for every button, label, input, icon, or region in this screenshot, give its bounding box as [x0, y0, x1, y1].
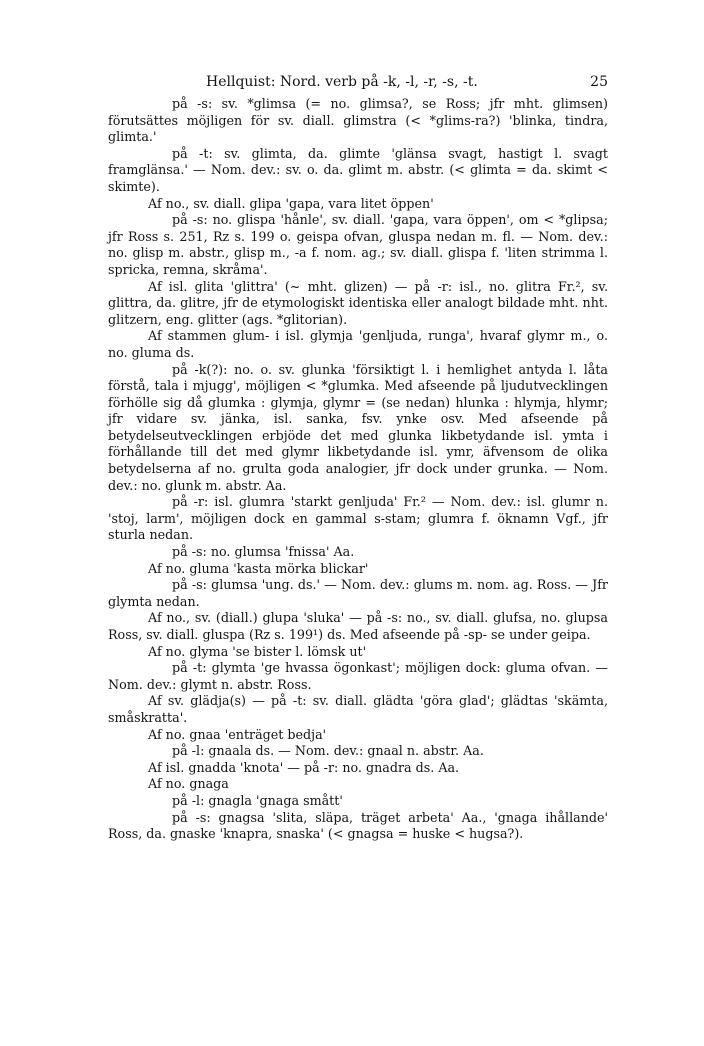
body-paragraph: på -s: no. glispa 'hånle', sv. diall. 'gapa, vara öppen', om < *glipsa; jfr Ross s. 251, Rz s. 199 o. geispa ofvan, gluspa nedan m. fl. — Nom. dev.: no. glisp m. abstr., glisp m., -a f. nom. ag.; sv. diall. glispa f. 'liten strimma l. spricka, remna, skråma'.	[108, 212, 608, 277]
body-paragraph: på -l: gnagla 'gnaga smått'	[172, 792, 343, 808]
body-paragraph: på -s: glumsa 'ung. ds.' — Nom. dev.: glums m. nom. ag. Ross. — Jfr glymta nedan.	[108, 577, 608, 609]
running-header	[108, 71, 608, 93]
page-body	[108, 96, 608, 843]
body-paragraph: på -s: gnagsa 'slita, släpa, träget arbeta' Aa., 'gnaga ihållande' Ross, da. gnaske 'knapra, snaska' (< gnagsa = huske < hugsa?).	[108, 809, 608, 842]
page-number: 25	[590, 74, 608, 90]
body-paragraph: Af no. glyma 'se bister l. lömsk ut'	[148, 643, 367, 659]
body-paragraph: Af isl. glita 'glittra' (~ mht. glizen) — på -r: isl., no. glitra Fr.², sv. glittra, da. glitre, jfr de etymologiskt identiska eller analogt bildade mht. nht. glitzern, eng. glitter (ags. *glitorian).	[108, 278, 608, 327]
body-paragraph: Af no., sv. (diall.) glupa 'sluka' — på -s: no., sv. diall. glufsa, no. glupsa Ross, sv. diall. gluspa (Rz s. 199¹) ds. Med afseende på -sp- se under geipa.	[108, 610, 608, 642]
body-paragraph: Af no. gnaga	[148, 776, 229, 792]
body-paragraph: på -r: isl. glumra 'starkt genljuda' Fr.² — Nom. dev.: isl. glumr n. 'stoj, larm', möjligen dock en gammal s-stam; glumra f. öknamn Vgf., jfr sturla nedan.	[108, 494, 608, 543]
body-paragraph: Af no. gluma 'kasta mörka blickar'	[148, 560, 369, 576]
body-paragraph: på -t: sv. glimta, da. glimte 'glänsa svagt, hastigt l. svagt framglänsa.' — Nom. dev.: sv. o. da. glimt m. abstr. (< glimta = da. skimt < skimte).	[108, 145, 608, 194]
body-paragraph: Af no., sv. diall. glipa 'gapa, vara litet öppen'	[148, 195, 434, 211]
body-paragraph: på -l: gnaala ds. — Nom. dev.: gnaal n. abstr. Aa.	[172, 743, 484, 759]
body-paragraph: Af isl. gnadda 'knota' — på -r: no. gnadra ds. Aa.	[148, 759, 460, 775]
body-paragraph: Af no. gnaa 'enträget bedja'	[148, 726, 327, 742]
header-title: Hellquist: Nord. verb på -k, -l, -r, -s, -t.	[206, 74, 478, 90]
body-paragraph: på -t: glymta 'ge hvassa ögonkast'; möjligen dock: gluma ofvan. — Nom. dev.: glymt n. abstr. Ross.	[108, 660, 608, 692]
body-paragraph: Af stammen glum- i isl. glymja 'genljuda, runga', hvaraf glymr m., o. no. gluma ds.	[108, 328, 608, 360]
body-paragraph: Af sv. glädja(s) — på -t: sv. diall. glädta 'göra glad'; glädtas 'skämta, småskratta'.	[108, 693, 608, 725]
body-paragraph: på -k(?): no. o. sv. glunka 'försiktigt l. i hemlighet antyda l. låta förstå, tala i mjugg', möjligen < *glumka. Med afseende på ljudutvecklingen förhölle sig då glumka : glymja, glymr = (se nedan) hlunka : hlymja, hlymr; jfr vidare sv. jänka, isl. sanka, fsv. ynke osv. Med afseende på betydelseutvecklingen erbjöde det med glunka likbetydande isl. ymta i förhållande till det med glymr likbetydande isl. ymr, äfvensom de olika betydelserna af no. grulta goda analogier, jfr dock under grunka. — Nom. dev.: no. glunk m. abstr. Aa.	[108, 361, 608, 493]
body-paragraph: på -s: sv. *glimsa (= no. glimsa?, se Ross; jfr mht. glimsen) förutsättes möjligen för sv. diall. glimstra (< *glims-ra?) 'blinka, tindra, glimta.'	[108, 96, 608, 145]
body-paragraph: på -s: no. glumsa 'fnissa' Aa.	[172, 544, 355, 560]
